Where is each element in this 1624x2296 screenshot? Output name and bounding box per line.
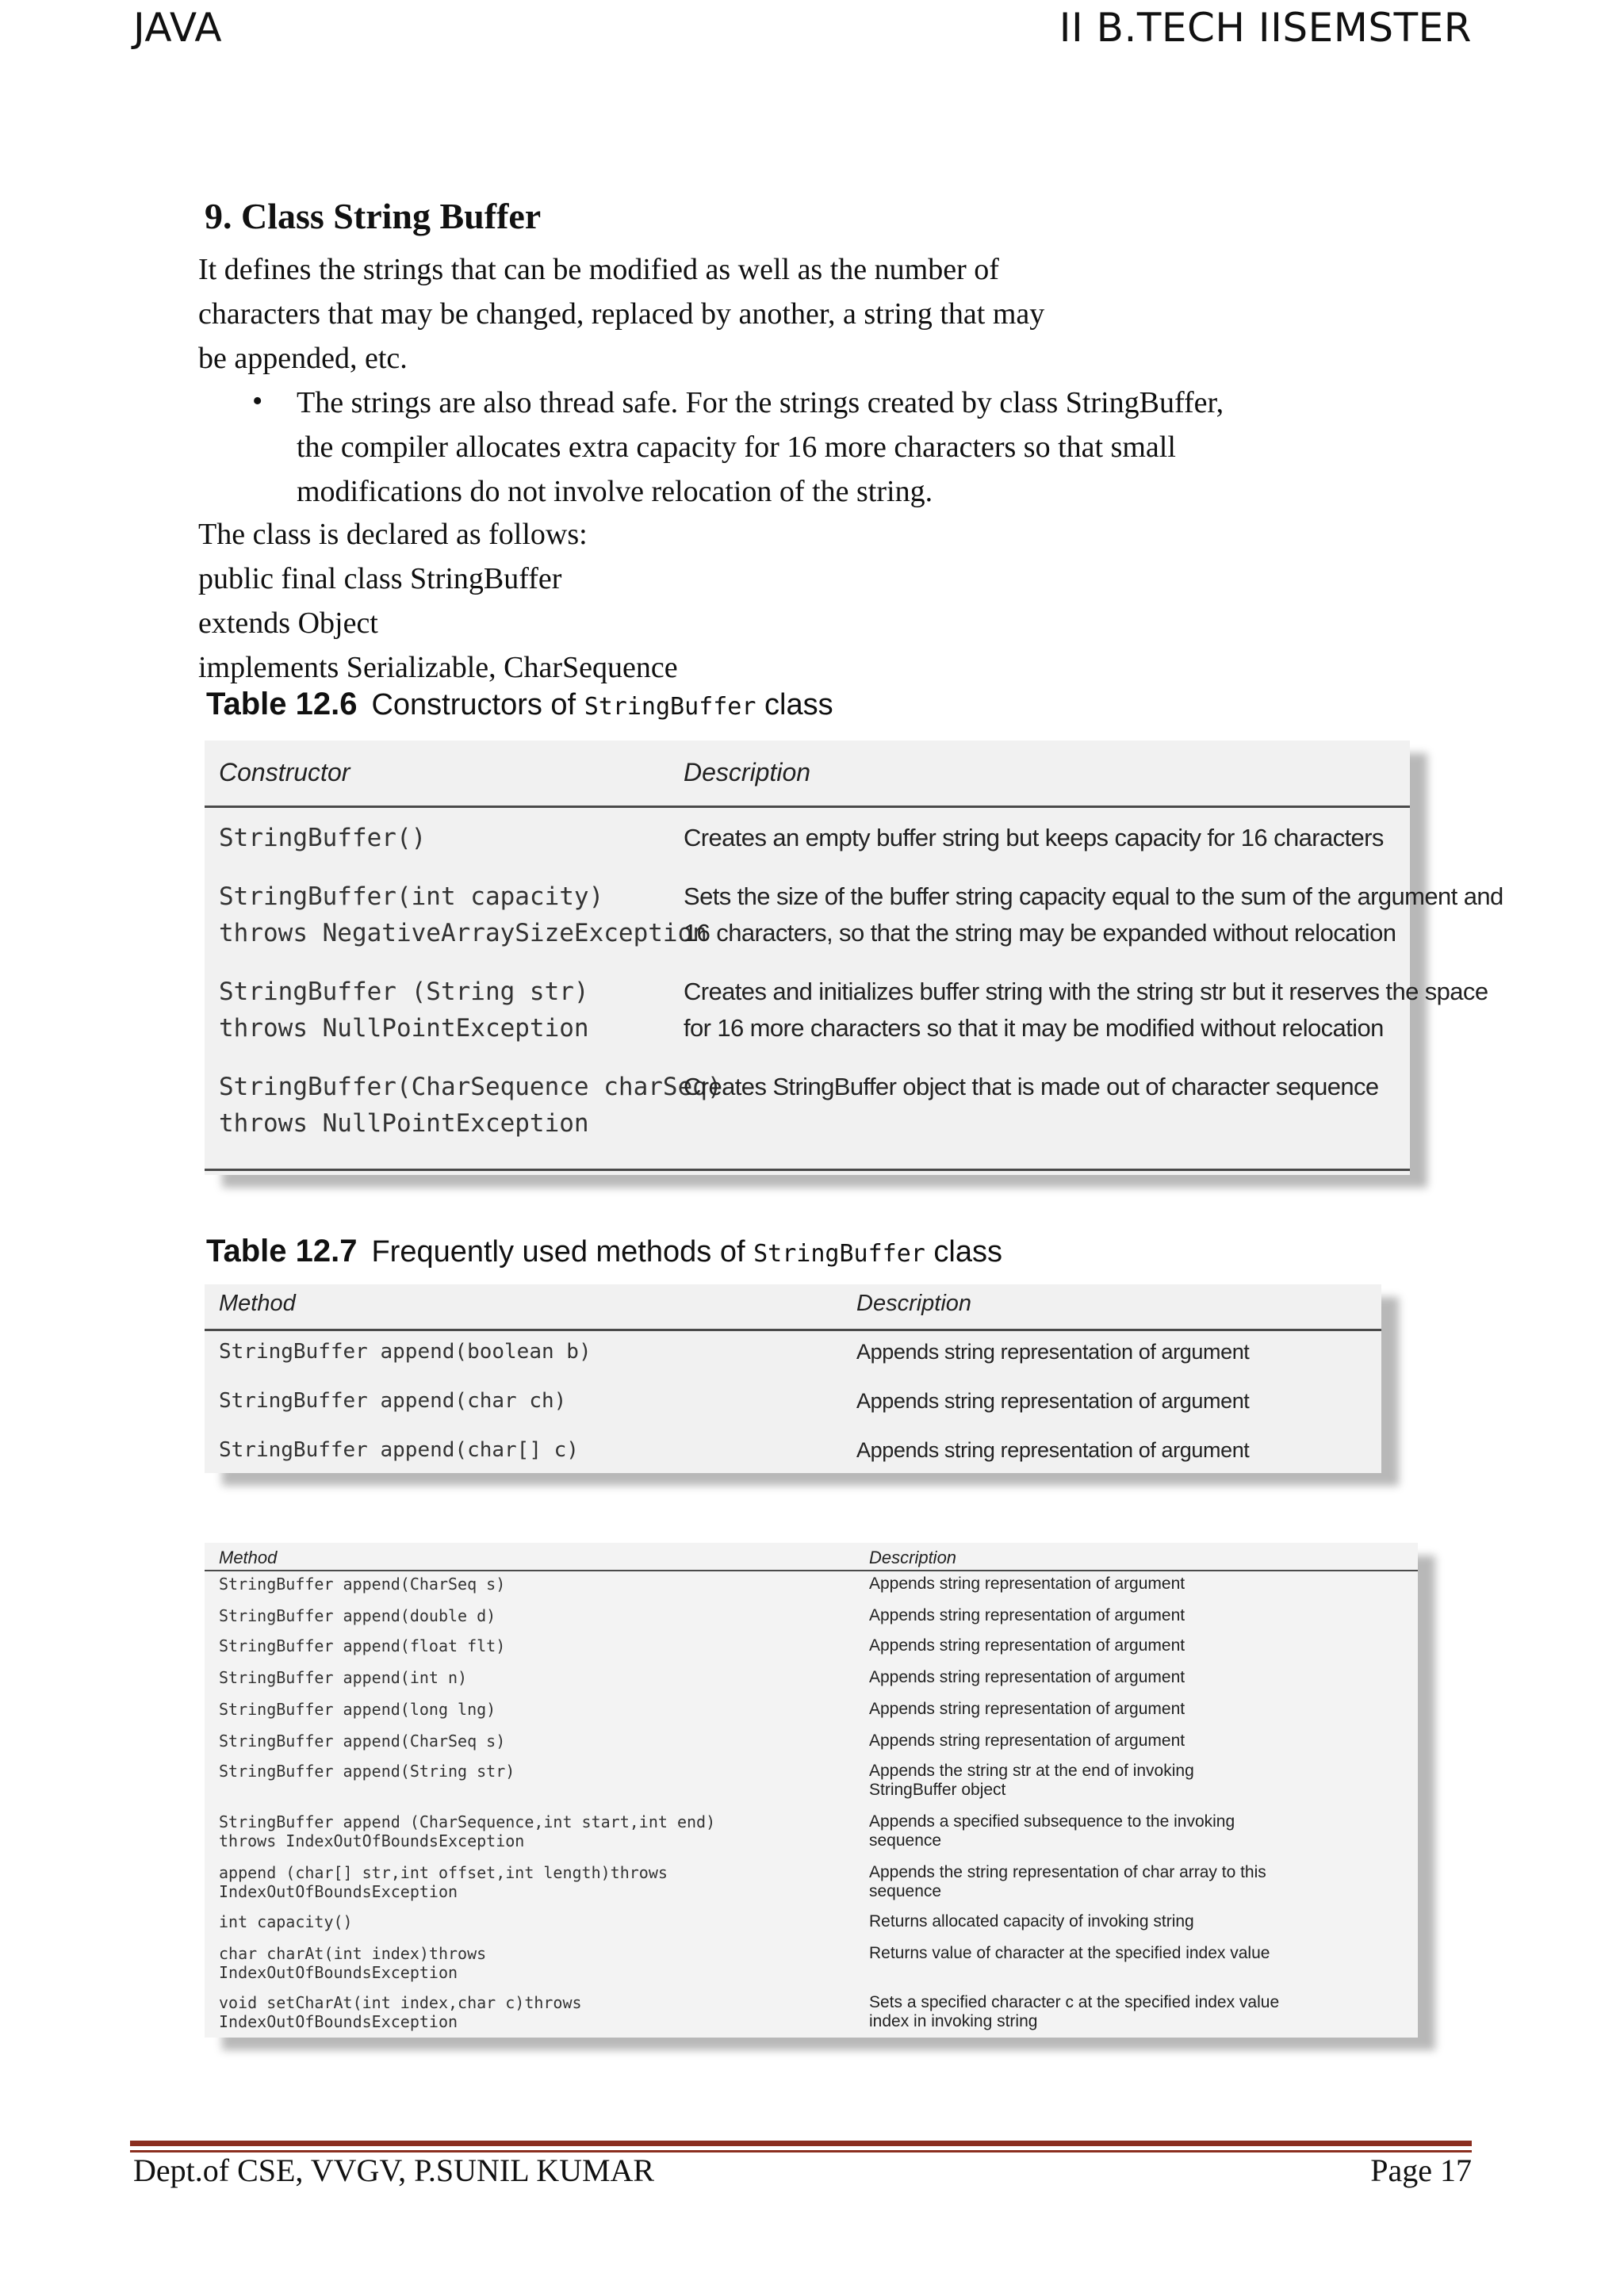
table1-header-constructor: Constructor xyxy=(219,758,350,786)
intro-line: characters that may be changed, replaced by another, a string that may xyxy=(198,297,1045,331)
bullet-line: the compiler allocates extra capacity for 16 more characters so that small xyxy=(297,430,1176,464)
methods-table xyxy=(205,1284,1381,1473)
table2-row-description: Appends string representation of argument xyxy=(856,1389,1250,1413)
bullet-line: The strings are also thread safe. For the strings created by class StringBuffer, xyxy=(297,386,1224,419)
bullet-icon: • xyxy=(252,385,263,418)
table3-row-method: void setCharAt(int index,char c)throws IndexOutOfBoundsException xyxy=(219,1993,582,2031)
table2-row-description: Appends string representation of argument xyxy=(856,1340,1250,1364)
table1-row-description: Creates StringBuffer object that is made out of character sequence xyxy=(684,1073,1379,1100)
table3-header-description: Description xyxy=(869,1548,957,1567)
table2-header-method: Method xyxy=(219,1291,296,1316)
declaration-line: extends Object xyxy=(198,607,378,640)
table1-row-description: Creates an empty buffer string but keeps capacity for 16 characters xyxy=(684,824,1384,851)
table1-row-description: Creates and initializes buffer string with the string str but it reserves the space for 16 more characters so that it may be modified without relocation xyxy=(684,978,1488,1042)
table3-header-rule xyxy=(205,1570,1418,1571)
table1-caption-code: StringBuffer xyxy=(584,693,756,721)
table3-row-description: Appends string representation of argument xyxy=(869,1636,1185,1655)
table3-header-method: Method xyxy=(219,1548,278,1567)
table3-row-description: Appends a specified subsequence to the invoking sequence xyxy=(869,1812,1235,1850)
table3-row-method: char charAt(int index)throws IndexOutOfBoundsException xyxy=(219,1944,487,1982)
table1-row-constructor: StringBuffer(CharSequence charSeq) throws NullPointException xyxy=(219,1073,722,1138)
table3-row-description: Returns allocated capacity of invoking string xyxy=(869,1912,1194,1931)
table2-row-method: StringBuffer append(char[] c) xyxy=(219,1438,579,1462)
table2-caption-code: StringBuffer xyxy=(753,1240,925,1268)
methods-table-continued xyxy=(205,1543,1418,2038)
table1-caption xyxy=(206,687,833,722)
table3-row-description: Appends string representation of argument xyxy=(869,1606,1185,1624)
bullet-line: modifications do not involve relocation of the string. xyxy=(297,475,933,508)
table3-row-method: append (char[] str,int offset,int length)throws IndexOutOfBoundsException xyxy=(219,1863,668,1901)
table2-caption-number: Table 12.7 xyxy=(206,1234,358,1269)
declaration-line: implements Serializable, CharSequence xyxy=(198,651,678,684)
table2-row-method: StringBuffer append(boolean b) xyxy=(219,1340,592,1364)
table3-row-method: StringBuffer append (CharSequence,int start,int end) throws IndexOutOfBoundsException xyxy=(219,1812,716,1850)
table1-header-rule xyxy=(205,806,1410,808)
table1-row-description: Sets the size of the buffer string capacity equal to the sum of the argument and 16 characters, so that the string may be expanded without relocation xyxy=(684,882,1503,947)
constructors-table xyxy=(205,740,1503,1175)
table3-row-description: Sets a specified character c at the specified index value index in invoking string xyxy=(869,1993,1280,2030)
table3-row-method: int capacity() xyxy=(219,1912,353,1931)
table3-row-description: Appends string representation of argument xyxy=(869,1732,1185,1750)
declaration-line: The class is declared as follows: xyxy=(198,518,588,551)
table2-caption-text: Frequently used methods of xyxy=(371,1235,754,1269)
table3-row-method: StringBuffer append(CharSeq s) xyxy=(219,1575,506,1594)
header-subject: JAVA xyxy=(133,5,223,51)
table3-row-description: Appends string representation of argument xyxy=(869,1700,1185,1718)
table1-caption-text: Constructors of xyxy=(371,688,584,721)
footer-rule xyxy=(130,2141,1472,2146)
intro-line: be appended, etc. xyxy=(198,342,408,375)
table2-caption-tail: class xyxy=(925,1235,1002,1269)
section-title: 9. Class String Buffer xyxy=(205,196,542,236)
table2-header-rule xyxy=(205,1329,1381,1331)
table1-row-constructor: StringBuffer(int capacity) throws NegativeArraySizeException xyxy=(219,882,707,947)
declaration-line: public final class StringBuffer xyxy=(198,562,562,595)
table2-header-description: Description xyxy=(856,1291,972,1316)
table3-row-description: Appends string representation of argument xyxy=(869,1668,1185,1686)
table3-row-method: StringBuffer append(CharSeq s) xyxy=(219,1732,506,1751)
footer-author: Dept.of CSE, VVGV, P.SUNIL KUMAR xyxy=(133,2152,655,2188)
table2-caption xyxy=(206,1234,1002,1269)
table3-row-method: StringBuffer append(String str) xyxy=(219,1762,515,1781)
intro-line: It defines the strings that can be modified as well as the number of xyxy=(198,253,999,286)
table3-row-method: StringBuffer append(long lng) xyxy=(219,1700,496,1719)
table3-row-description: Appends the string representation of char array to this sequence xyxy=(869,1863,1266,1900)
table3-row-method: StringBuffer append(double d) xyxy=(219,1606,496,1625)
table1-caption-tail: class xyxy=(756,688,833,721)
table1-header-description: Description xyxy=(684,758,811,786)
table1-row-constructor: StringBuffer (String str) throws NullPointException xyxy=(219,978,589,1043)
table2-row-method: StringBuffer append(char ch) xyxy=(219,1389,567,1413)
table1-row-constructor: StringBuffer() xyxy=(219,824,427,852)
table3-row-description: Returns value of character at the specified index value xyxy=(869,1944,1270,1962)
table1-caption-number: Table 12.6 xyxy=(206,687,358,721)
table3-row-method: StringBuffer append(float flt) xyxy=(219,1636,506,1655)
table3-row-method: StringBuffer append(int n) xyxy=(219,1668,468,1687)
table1-bottom-rule xyxy=(205,1169,1410,1171)
table3-row-description: Appends the string str at the end of invoking StringBuffer object xyxy=(869,1762,1194,1799)
header-course: II B.TECH IISEMSTER xyxy=(1059,5,1472,51)
table2-row-description: Appends string representation of argument xyxy=(856,1438,1250,1462)
page-number: Page 17 xyxy=(1370,2152,1472,2188)
table3-row-description: Appends string representation of argument xyxy=(869,1575,1185,1593)
